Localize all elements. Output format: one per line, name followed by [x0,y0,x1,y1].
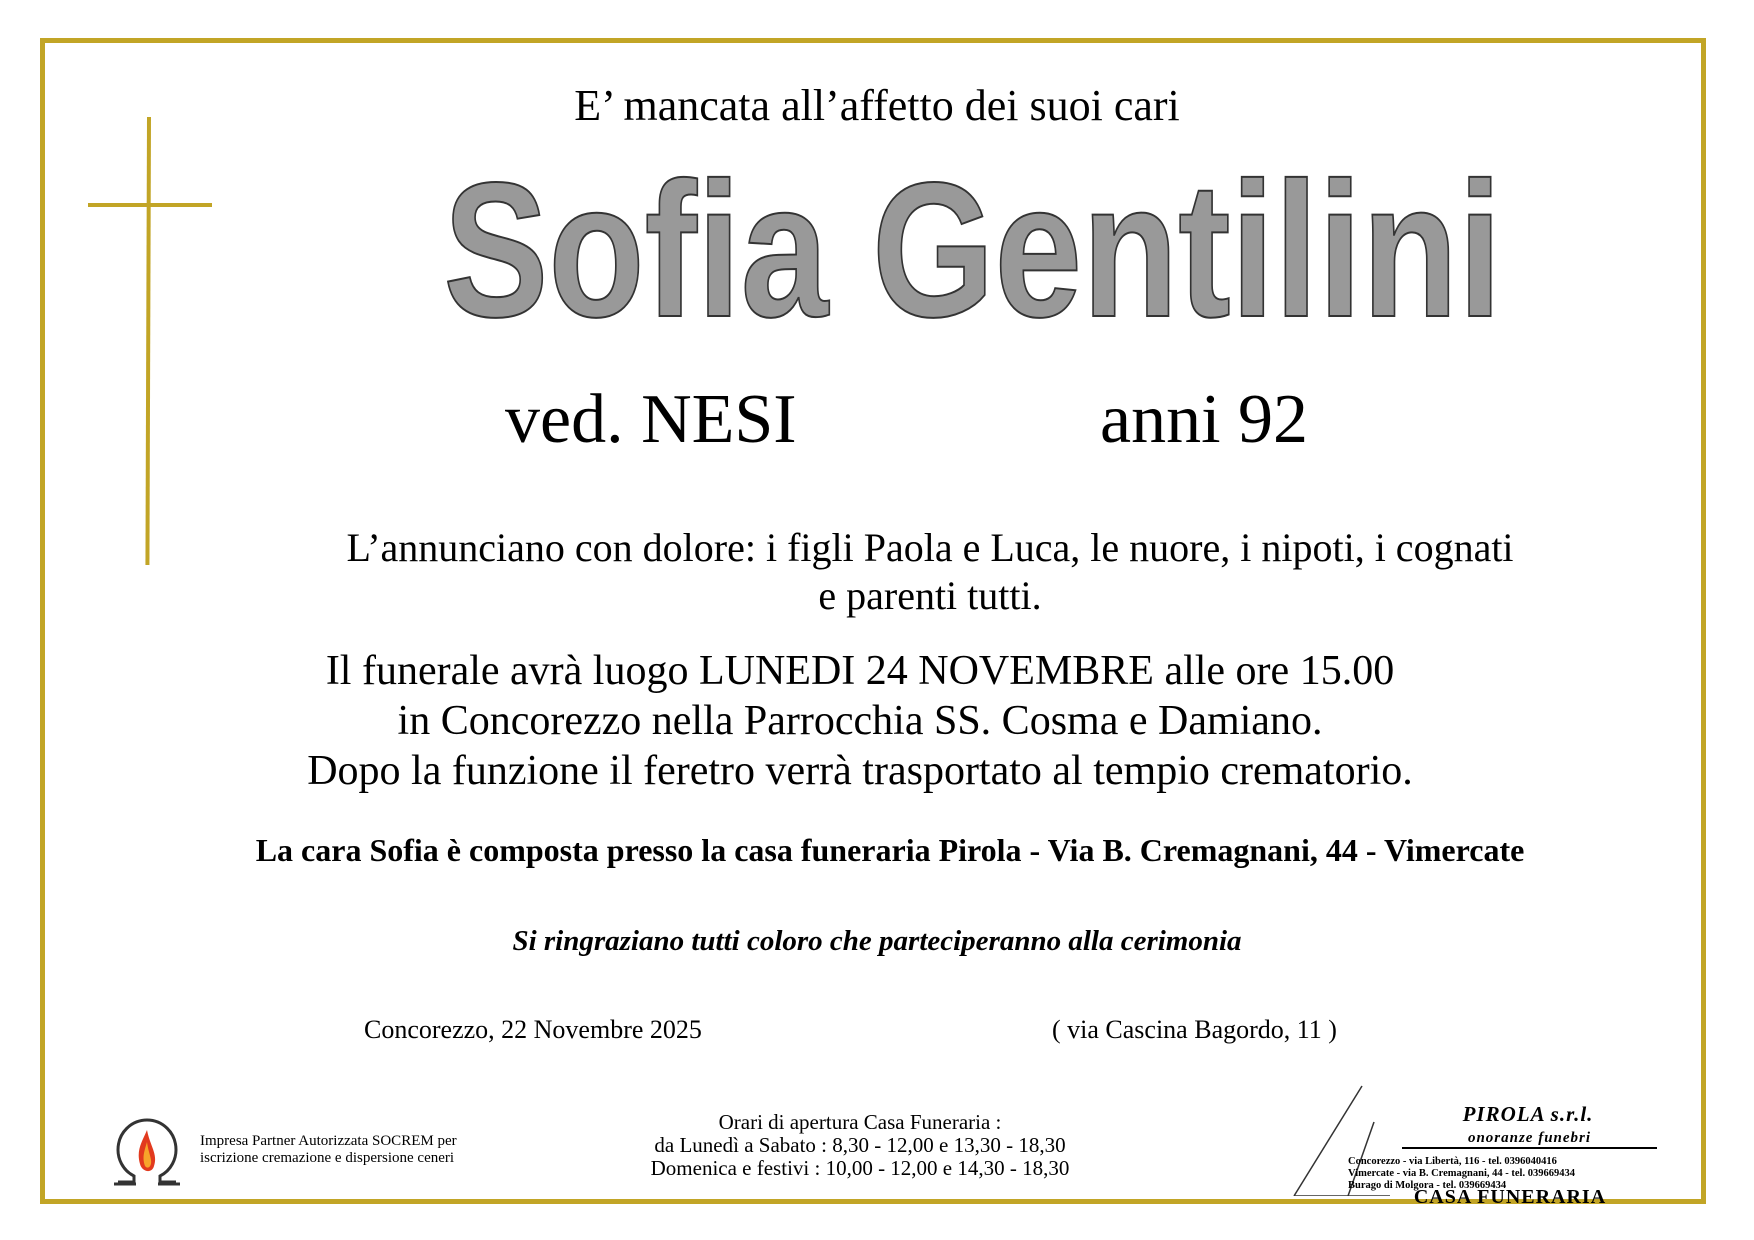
pirola-line-1: Concorezzo - via Libertà, 116 - tel. 0396040416 [1348,1156,1557,1167]
address-text: ( via Cascina Bagordo, 11 ) [1052,1015,1337,1044]
cross-horizontal-bar [88,203,212,207]
pirola-title: PIROLA s.r.l. [1462,1102,1594,1126]
age-text: anni 92 [1100,381,1309,458]
announcement-line-2: e parenti tutti. [818,573,1042,618]
hours-title: Orari di apertura Casa Funeraria : [718,1110,1002,1134]
pirola-subtitle: onoranze funebri [1402,1130,1657,1149]
pirola-line-2: Vimercate - via B. Cremagnani, 44 - tel. 039669434 [1348,1168,1575,1179]
socrem-line-1: Impresa Partner Autorizzata SOCREM per [200,1133,457,1149]
hours-weekdays: da Lunedì a Sabato : 8,30 - 12,00 e 13,30 - 18,30 [654,1133,1066,1157]
socrem-partner-text [200,1133,520,1167]
pirola-casa-funeraria: CASA FUNERARIA [1413,1186,1607,1208]
funeral-details [160,646,1560,796]
socrem-flame-omega-icon [112,1112,182,1188]
deceased-name-block [330,142,1590,357]
funeral-line-1: Il funerale avrà luogo LUNEDI 24 NOVEMBRE alle ore 15.00 [325,648,1395,694]
funeral-line-2: in Concorezzo nella Parrocchia SS. Cosma e Damiano. [397,698,1323,744]
place-date: Concorezzo, 22 Novembre 2025 [364,1015,702,1044]
pirola-logo-block [1290,1084,1690,1206]
announcement-line-1: L’annunciano con dolore: i figli Paola e Luca, le nuore, i nipoti, i cognati [346,525,1514,570]
deceased-name: Sofia Gentilini [443,142,1502,357]
widow-of-text: ved. NESI [505,381,797,458]
intro-text: E’ mancata all’affetto dei suoi cari [574,81,1180,130]
thanks-text: Si ringraziano tutti coloro che parteciperanno alla cerimonia [512,925,1242,957]
hours-sundays: Domenica e festivi : 10,00 - 12,00 e 14,30 - 18,30 [650,1156,1070,1180]
socrem-line-2: iscrizione cremazione e dispersione ceneri [200,1150,455,1166]
opening-hours [560,1111,1160,1180]
composed-at-text: La cara Sofia è composta presso la casa funeraria Pirola - Via B. Cremagnani, 44 - Vimercate [255,832,1525,868]
announcement [230,524,1630,620]
pirola-line-3: Burago di Molgora - tel. 039669434 [1348,1180,1507,1191]
funeral-line-3: Dopo la funzione il feretro verrà trasportato al tempio crematorio. [307,748,1413,794]
